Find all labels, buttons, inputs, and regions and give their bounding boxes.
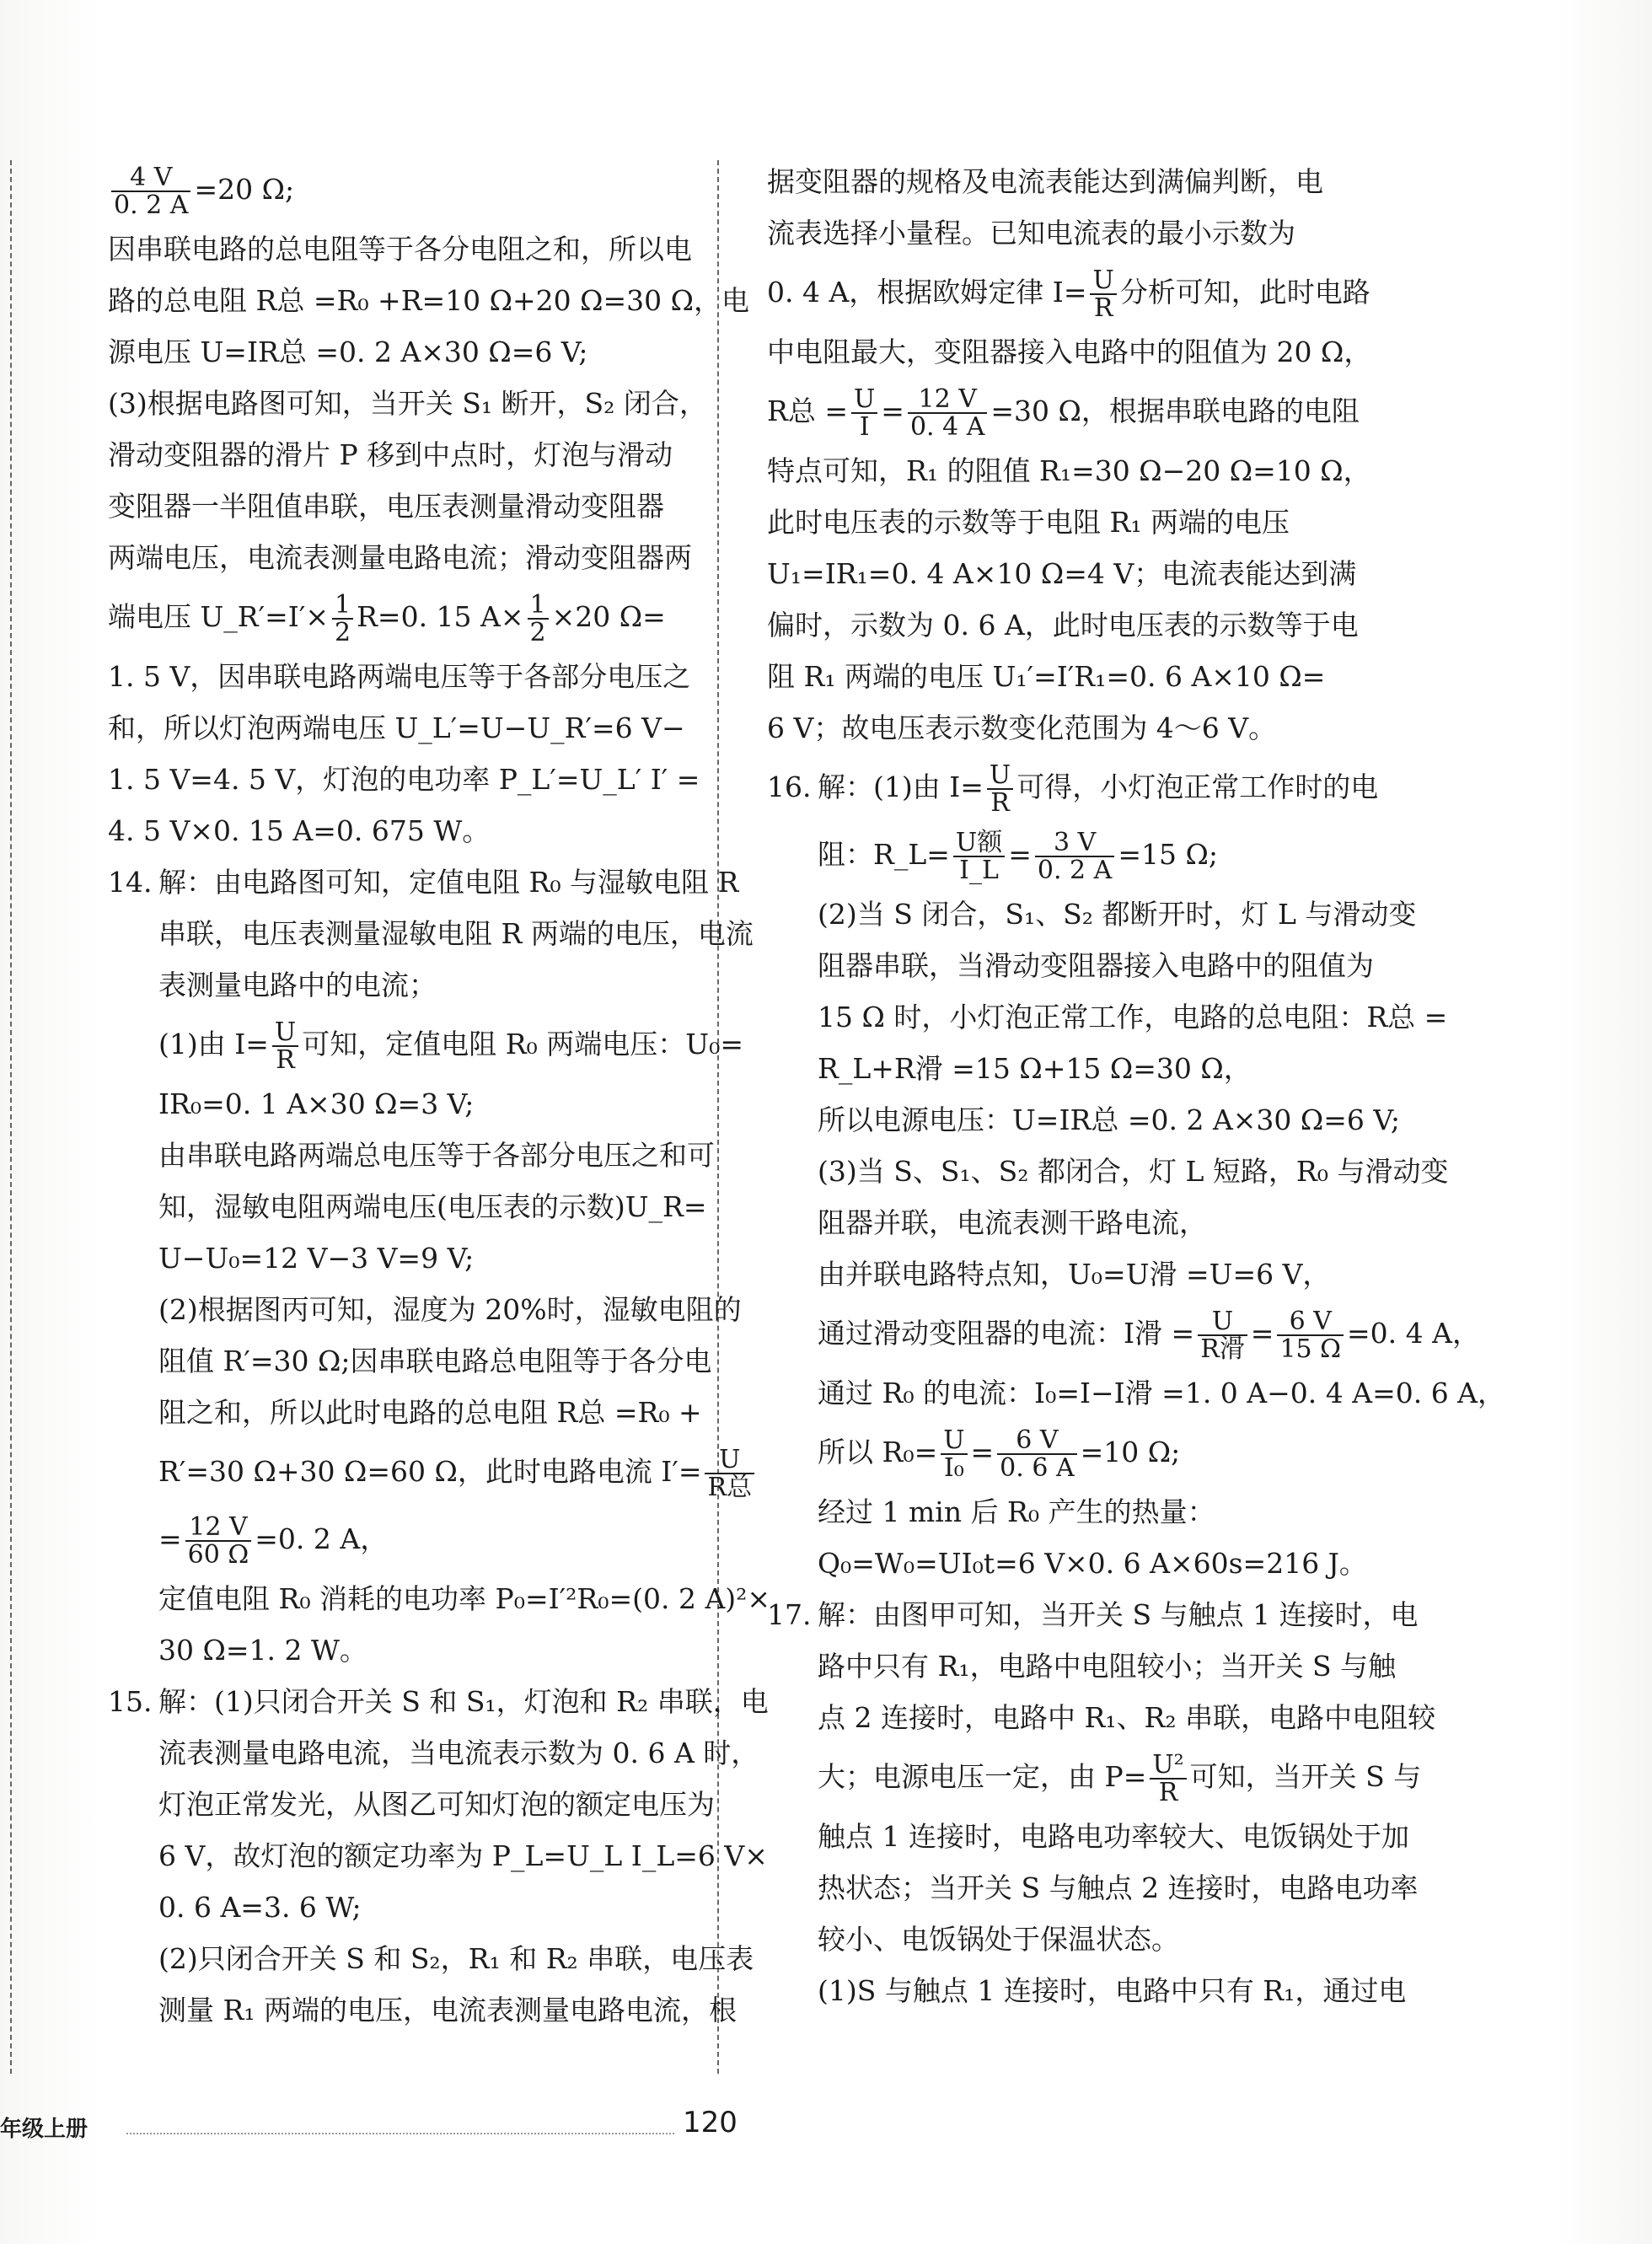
question-number: 16. [767,770,812,803]
text-line: 测量 R₁ 两端的电压，电流表测量电路电流，根 [158,1994,738,2027]
text-block [108,223,750,583]
text-line: IR₀=0. 1 A×30 Ω=3 V; [158,1087,475,1120]
text-line: 两端电压，电流表测量电路电流；滑动变阻器两 [108,541,692,574]
text-line: (2)根据图丙可知，湿度为 20%时，湿敏电阻的 [158,1293,742,1326]
text-line: 偏时，示数为 0. 6 A，此时电压表的示数等于电 [767,609,1359,642]
text-line: R_L+R滑 =15 Ω+15 Ω=30 Ω， [818,1052,1252,1085]
text-block [108,651,700,856]
formula-line: R′=30 Ω+30 Ω=60 Ω，此时电路电流 I′= $\frac{U}{\text{R总}}$ [108,1438,681,1506]
text-line: 热状态；当开关 S 与触点 2 连接时，电路电功率 [818,1871,1419,1904]
fraction: $\frac{6 V}{0. 6 A}$ [997,1427,1076,1482]
text-line: 由串联电路两端总电压等于各部分电压之和可 [158,1139,715,1172]
text-line: 串联，电压表测量湿敏电阻 R 两端的电压，电流 [158,917,754,950]
text-line: 路的总电阻 R总 =R₀ +R=10 Ω+20 Ω=30 Ω，电 [108,284,750,317]
text-line: (3)根据电路图可知，当开关 S₁ 断开，S₂ 闭合， [108,387,707,420]
fraction: $\frac{3 V}{0. 2 A}$ [1035,829,1114,884]
formula-line: (1)由 I= $\frac{U}{R}$ 可知，定值电阻 R₀ 两端电压：U₀= [158,1017,743,1075]
text-line: 源电压 U=IR总 =0. 2 A×30 Ω=6 V; [108,336,588,368]
text-line: 所以电源电压：U=IR总 =0. 2 A×30 Ω=6 V; [818,1103,1401,1136]
fraction: $\frac{\text{U²}}{R}$ [1150,1752,1186,1806]
text-line: 经过 1 min 后 R₀ 产生的热量： [818,1495,1215,1528]
text-line: 通过 R₀ 的电流：I₀=I−I滑 =1. 0 A−0. 4 A=0. 6 A， [818,1377,1506,1409]
text-block [767,888,1449,1300]
fraction: $\frac{U}{\text{R滑}}$ [1198,1308,1247,1363]
text-line: 阻值 R′=30 Ω;因串联电路总电阻等于各分电 [158,1345,712,1377]
text-line: (2)只闭合开关 S 和 S₂，R₁ 和 R₂ 串联，电压表 [158,1942,754,1975]
text-line: 此时电压表的示数等于电阻 R₁ 两端的电压 [767,506,1290,539]
text-block [108,1573,771,1676]
text-block [767,445,1391,754]
text-line: (3)当 S、S₁、S₂ 都闭合，灯 L 短路，R₀ 与滑动变 [818,1155,1449,1188]
question-16: 16. 解：(1)由 I= $\frac{U}{R}$ 可得，小灯泡正常工作时的电 [767,754,1391,821]
fraction: $\frac{U}{R}$ [272,1019,298,1074]
text-line: U−U₀=12 V−3 V=9 V; [158,1242,475,1275]
text-line: 表测量电路中的电流； [158,969,437,1001]
question-number: 14. [108,866,153,899]
text-line: 路中只有 R₁，电路中电阻较小；当开关 S 与触 [818,1650,1397,1683]
question-14: 14. 解：由电路图可知，定值电阻 R₀ 与湿敏电阻 R [108,856,681,908]
fraction: $\frac{U}{\text{I₀}}$ [941,1427,967,1482]
text-block [108,1727,768,2036]
fraction: $\frac{4 V}{0. 2 A}$ [111,164,190,219]
formula-line: R总 = $\frac{U}{I}$ = $\frac{12 V}{0. 4 A}$ =30 Ω，根据串联电路的电阻 [767,384,1360,442]
text-line: 6 V；故电压表示数变化范围为 4～6 V。 [767,711,1277,744]
text-line: 因串联电路的总电阻等于各分电阻之和，所以电 [108,233,692,266]
text-line: 点 2 连接时，电路中 R₁、R₂ 串联，电路中电阻较 [818,1701,1436,1734]
page-number: 120 [683,2106,738,2139]
formula-line: = $\frac{12 V}{60 \Omega}$ =0. 2 A， [158,1511,389,1570]
text-line: 阻器并联，电流表测干路电流， [818,1206,1207,1239]
fraction: $\frac{1}{2}$ [528,592,549,647]
right-column [767,156,1506,2016]
text-line: 滑动变阻器的滑片 P 移到中点时，灯泡与滑动 [108,438,673,471]
question-number: 15. [108,1685,153,1718]
text-block [767,1811,1419,2016]
text-line: Q₀=W₀=UI₀t=6 V×0. 6 A×60s=216 J。 [818,1547,1367,1580]
text-line: 流表选择小量程。已知电流表的最小示数为 [767,217,1295,250]
text-line: 据变阻器的规格及电流表能达到满偏判断，电 [767,165,1323,198]
fraction: $\frac{12 V}{0. 4 A}$ [908,386,987,441]
column-divider [717,160,722,2074]
formula-line: 阻：R_L= $\frac{\text{U额}}{I\_L}$ = $\frac{3 V}{0. 2 A}$ =15 Ω; [818,827,1218,885]
formula-line: 通过滑动变阻器的电流：I滑 = $\frac{U}{\text{R滑}}$ = $\frac{6 V}{15 \Omega}$ =0. 4 A， [818,1306,1480,1364]
question-15: 15. 解：(1)只闭合开关 S 和 S₁，灯泡和 R₂ 串联，电 [108,1676,681,1727]
text-line: 阻器串联，当滑动变阻器接入电路中的阻值为 [818,949,1374,982]
text-line: 4. 5 V×0. 15 A=0. 675 W。 [108,814,491,847]
fraction: $\frac{U}{I}$ [851,386,877,441]
text-line: 触点 1 连接时，电路电功率较大、电饭锅处于加 [818,1820,1409,1853]
text-line: 阻之和，所以此时电路的总电阻 R总 =R₀ + [158,1396,702,1429]
binding-cut-line [10,160,15,2074]
formula-line: $\frac{4 V}{0. 2 A}$ =20 Ω; [108,156,681,223]
left-column [108,156,771,2036]
text-line: 变阻器一半阻值串联，电压表测量滑动变阻器 [108,490,664,523]
text-line: 定值电阻 R₀ 消耗的电功率 P₀=I′²R₀=(0. 2 A)²× [158,1582,771,1615]
text-line: 0. 6 A=3. 6 W; [158,1891,362,1924]
text-line: 和，所以灯泡两端电压 U_L′=U−U_R′=6 V− [108,711,685,744]
fraction: $\frac{1}{2}$ [332,592,353,647]
text-line: 中电阻最大，变阻器接入电路中的阻值为 20 Ω， [767,336,1372,368]
text-line: 6 V，故灯泡的额定功率为 P_L=U_L I_L=6 V× [158,1839,768,1872]
question-17: 17. 解：由图甲可知，当开关 S 与触点 1 连接时，电 [767,1589,1391,1640]
text-line: 特点可知，R₁ 的阻值 R₁=30 Ω−20 Ω=10 Ω， [767,454,1371,487]
text-block [767,156,1391,259]
fraction: $\frac{U}{R}$ [987,762,1013,817]
text-line: 1. 5 V，因串联电路两端电压等于各部分电压之 [108,660,691,693]
text-line: 流表测量电路电流，当电流表示数为 0. 6 A 时， [158,1737,759,1769]
text-line: 由并联电路特点知，U₀=U滑 =U=6 V， [818,1258,1331,1291]
fraction: $\frac{U}{\text{R总}}$ [705,1447,754,1501]
formula-line: 端电压 U_R′=I′× $\frac{1}{2}$ R=0. 15 A× $\frac{1}{2}$ ×20 Ω= [108,589,666,647]
footer-divider [126,2133,674,2134]
question-number: 17. [767,1598,812,1631]
footer-label: 年级上册 [0,2117,88,2142]
fraction: $\frac{U}{R}$ [1090,267,1116,322]
fraction: $\frac{12 V}{60 \Omega}$ [185,1514,252,1569]
text-block [767,1486,1391,1589]
text-line: 15 Ω 时，小灯泡正常工作，电路的总电阻：R总 = [818,1001,1448,1033]
text-block [108,1078,742,1438]
formula-line: 0. 4 A，根据欧姆定律 I= $\frac{U}{R}$ 分析可知，此时电路 [767,265,1370,323]
text-block [108,908,754,1011]
text-line: 30 Ω=1. 2 W。 [158,1634,367,1667]
text-line: 较小、电饭锅处于保温状态。 [818,1923,1179,1956]
text-line: 阻 R₁ 两端的电压 U₁′=I′R₁=0. 6 A×10 Ω= [767,660,1326,693]
text-line: 灯泡正常发光，从图乙可知灯泡的额定电压为 [158,1788,715,1821]
fraction: $\frac{\text{U额}}{I\_L}$ [953,829,1005,884]
text-block [767,1640,1436,1743]
text-line: 1. 5 V=4. 5 V，灯泡的电功率 P_L′=U_L′ I′ = [108,763,700,796]
text-line: (2)当 S 闭合，S₁、S₂ 都断开时，灯 L 与滑动变 [818,898,1417,931]
fraction: $\frac{6 V}{15 \Omega}$ [1277,1308,1344,1363]
formula-line: 大；电源电压一定，由 P= $\frac{\text{U²}}{R}$ 可知，当开关 S 与 [818,1749,1422,1807]
text-line: (1)S 与触点 1 连接时，电路中只有 R₁，通过电 [818,1974,1407,2007]
formula-line: 所以 R₀= $\frac{U}{\text{I₀}}$ = $\frac{6 V}{0. 6 A}$ =10 Ω; [818,1425,1181,1483]
text-line: 知，湿敏电阻两端电压(电压表的示数)U_R= [158,1190,707,1223]
text-line: U₁=IR₁=0. 4 A×10 Ω=4 V；电流表能达到满 [767,557,1357,590]
